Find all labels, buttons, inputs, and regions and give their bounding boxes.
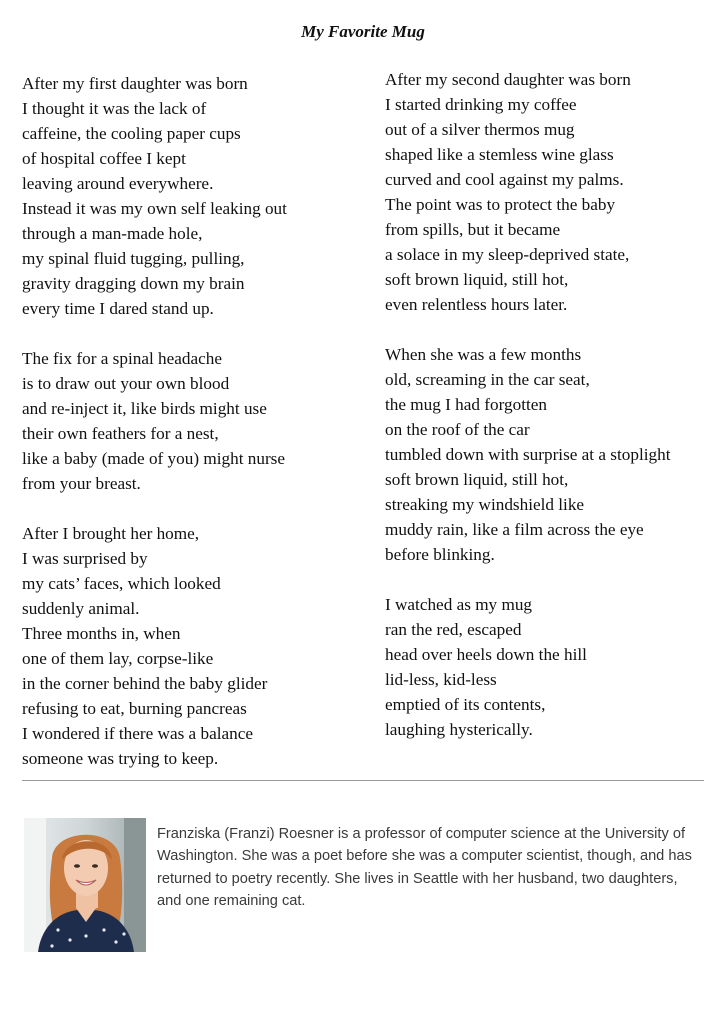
- stanza: [22, 521, 287, 771]
- poem-line: every time I dared stand up.: [22, 299, 214, 318]
- poem-line: in the corner behind the baby glider: [22, 674, 268, 693]
- poem-line: After my first daughter was born: [22, 74, 248, 93]
- poem-line: a solace in my sleep-deprived state,: [385, 245, 630, 264]
- poem-line: on the roof of the car: [385, 420, 530, 439]
- poem-line: lid-less, kid-less: [385, 670, 497, 689]
- poem-line: soft brown liquid, still hot,: [385, 270, 569, 289]
- poem-line: someone was trying to keep.: [22, 749, 219, 768]
- author-bio: Franziska (Franzi) Roesner is a professor of computer science at the University of Washington. She was a poet before she was a computer scientist, though, and has returned to poetry recently. She lives in Seattle with her husband, two daughters, and one remaining cat.: [157, 826, 692, 909]
- poem-line: tumbled down with surprise at a stoplight: [385, 445, 671, 464]
- poem-line: from spills, but it became: [385, 220, 561, 239]
- poem-line: from your breast.: [22, 474, 141, 493]
- poem-line: even relentless hours later.: [385, 295, 568, 314]
- poem-line: suddenly animal.: [22, 599, 140, 618]
- poem-line: curved and cool against my palms.: [385, 170, 624, 189]
- poem-line: old, screaming in the car seat,: [385, 370, 590, 389]
- poem-line: is to draw out your own blood: [22, 374, 230, 393]
- poem-line: I thought it was the lack of: [22, 99, 207, 118]
- poem-line: refusing to eat, burning pancreas: [22, 699, 247, 718]
- stanza: [22, 71, 287, 321]
- poem-line: streaking my windshield like: [385, 495, 585, 514]
- poem-line: soft brown liquid, still hot,: [385, 470, 569, 489]
- poem-line: through a man-made hole,: [22, 224, 203, 243]
- poem-line: one of them lay, corpse-like: [22, 649, 214, 668]
- poem-line: the mug I had forgotten: [385, 395, 547, 414]
- poem-line: my cats’ faces, which looked: [22, 574, 221, 593]
- stanza: [385, 67, 670, 317]
- poem-line: like a baby (made of you) might nurse: [22, 449, 285, 468]
- poem-line: I was surprised by: [22, 549, 148, 568]
- stanza: [385, 592, 670, 742]
- poem-line: I wondered if there was a balance: [22, 724, 253, 743]
- poem-line: After I brought her home,: [22, 524, 200, 543]
- poem-line: before blinking.: [385, 545, 495, 564]
- poem-line: Three months in, when: [22, 624, 181, 643]
- poem-line: The point was to protect the baby: [385, 195, 616, 214]
- poem-line: their own feathers for a nest,: [22, 424, 219, 443]
- poem-line: caffeine, the cooling paper cups: [22, 124, 241, 143]
- poem-left-column: [22, 71, 287, 796]
- stanza: [22, 346, 287, 496]
- poem-line: of hospital coffee I kept: [22, 149, 186, 168]
- author-photo: [24, 818, 146, 952]
- poem-line: my spinal fluid tugging, pulling,: [22, 249, 245, 268]
- poem-line: muddy rain, like a film across the eye: [385, 520, 644, 539]
- poem-line: I watched as my mug: [385, 595, 533, 614]
- author-portrait-icon: [24, 818, 146, 952]
- poem-line: After my second daughter was born: [385, 70, 631, 89]
- poem-line: Instead it was my own self leaking out: [22, 199, 287, 218]
- poem-line: head over heels down the hill: [385, 645, 587, 664]
- stanza: [385, 342, 670, 567]
- section-divider: [22, 780, 704, 781]
- poem-line: The fix for a spinal headache: [22, 349, 222, 368]
- poem-line: shaped like a stemless wine glass: [385, 145, 614, 164]
- poem-title: My Favorite Mug: [301, 22, 425, 41]
- poem-line: leaving around everywhere.: [22, 174, 214, 193]
- poem-line: gravity dragging down my brain: [22, 274, 245, 293]
- poem-line: emptied of its contents,: [385, 695, 546, 714]
- poem-right-column: [385, 67, 670, 767]
- poem-line: laughing hysterically.: [385, 720, 533, 739]
- poem-line: I started drinking my coffee: [385, 95, 577, 114]
- poem-line: out of a silver thermos mug: [385, 120, 575, 139]
- poem-line: and re-inject it, like birds might use: [22, 399, 267, 418]
- poem-line: When she was a few months: [385, 345, 582, 364]
- poem-line: ran the red, escaped: [385, 620, 522, 639]
